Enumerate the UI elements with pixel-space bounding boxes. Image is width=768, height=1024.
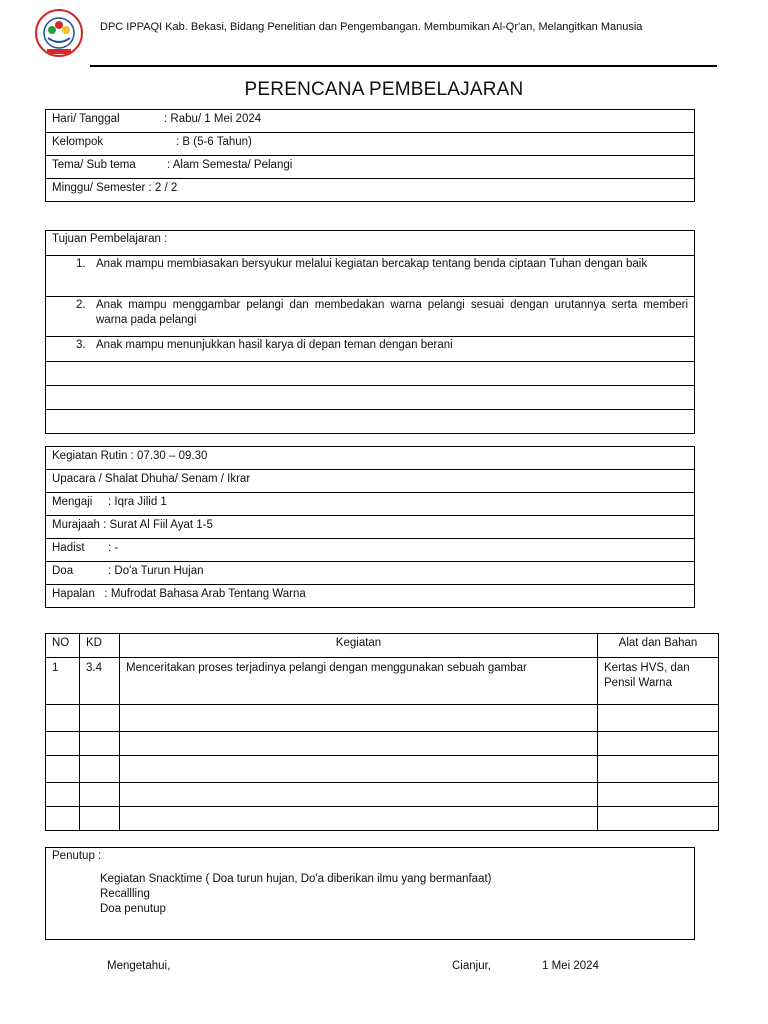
tujuan-empty-row — [46, 386, 695, 410]
ippaqi-logo-icon — [30, 8, 88, 58]
tujuan-empty-row — [46, 410, 695, 434]
tema-value: : Alam Semesta/ Pelangi — [167, 159, 293, 171]
info-row-minggu — [46, 179, 695, 202]
info-row-hari — [46, 110, 695, 133]
header-kd: KD — [80, 634, 120, 658]
footer-date: 1 Mei 2024 — [542, 960, 599, 972]
kegiatan-header-row — [46, 634, 719, 658]
tujuan-item-text: Anak mampu menunjukkan hasil karya di depan teman dengan berani — [96, 339, 453, 351]
page-title: PERENCANA PEMBELAJARAN — [244, 79, 524, 100]
rutin-row — [46, 585, 695, 608]
rutin-table — [45, 446, 695, 608]
list-item: Kegiatan Snacktime ( Doa turun hujan, Do'a diberikan ilmu yang bermanfaat) — [100, 873, 492, 885]
doa-value: : Do'a Turun Hujan — [108, 565, 204, 577]
info-row-kelompok — [46, 133, 695, 156]
tujuan-item — [46, 337, 695, 362]
tujuan-item-number: 2. — [76, 299, 86, 311]
tujuan-item-number: 1. — [76, 258, 86, 270]
cell-alat: Kertas HVS, dan Pensil Warna — [598, 658, 719, 705]
rutin-row — [46, 470, 695, 493]
mengaji-value: : Iqra Jilid 1 — [108, 496, 167, 508]
cell-kd: 3.4 — [80, 658, 120, 705]
tujuan-table — [45, 230, 695, 434]
header-divider — [90, 65, 717, 67]
header-no: NO — [46, 634, 80, 658]
footer-place: Cianjur, — [452, 960, 491, 972]
rutin-upacara: Upacara / Shalat Dhuha/ Senam / Ikrar — [46, 470, 695, 493]
table-row — [46, 732, 719, 756]
hadist-value: : - — [108, 542, 119, 554]
kelompok-value: : B (5-6 Tahun) — [176, 136, 252, 148]
table-row — [46, 807, 719, 831]
hadist-label: Hadist — [52, 542, 85, 554]
kelompok-label: Kelompok — [52, 136, 104, 148]
list-item: Recallling — [100, 888, 150, 900]
rutin-murajaah: Murajaah : Surat Al Fiil Ayat 1-5 — [46, 516, 695, 539]
cell-no: 1 — [46, 658, 80, 705]
tema-label: Tema/ Sub tema — [52, 159, 136, 171]
footer-mengetahui: Mengetahui, — [107, 960, 171, 972]
rutin-hapalan: Hapalan : Mufrodat Bahasa Arab Tentang Warna — [46, 585, 695, 608]
info-table — [45, 109, 695, 202]
tujuan-item-number: 3. — [76, 339, 86, 351]
table-row — [46, 705, 719, 732]
table-row — [46, 756, 719, 783]
rutin-row — [46, 562, 695, 585]
rutin-heading: Kegiatan Rutin : 07.30 – 09.30 — [46, 447, 695, 470]
tujuan-heading-row — [46, 231, 695, 256]
info-row-tema — [46, 156, 695, 179]
rutin-heading-row — [46, 447, 695, 470]
penutup-heading: Penutup : — [52, 850, 102, 862]
header-text: DPC IPPAQI Kab. Bekasi, Bidang Penelitian dan Pengembangan. Membumikan Al-Qr'an, Melangitkan Manusia — [100, 21, 643, 33]
rutin-row — [46, 493, 695, 516]
rutin-row — [46, 516, 695, 539]
table-row — [46, 658, 719, 705]
hari-value: : Rabu/ 1 Mei 2024 — [164, 113, 262, 125]
hari-label: Hari/ Tanggal — [52, 113, 120, 125]
tujuan-item — [46, 256, 695, 297]
penutup-table — [45, 847, 695, 940]
tujuan-item-text: Anak mampu membiasakan bersyukur melalui kegiatan bercakap tentang benda ciptaan Tuhan dengan baik — [96, 258, 648, 270]
tujuan-heading: Tujuan Pembelajaran : — [46, 231, 695, 256]
kegiatan-table — [45, 633, 719, 831]
tujuan-item — [46, 297, 695, 337]
doa-label: Doa — [52, 565, 74, 577]
mengaji-label: Mengaji — [52, 496, 93, 508]
header-alat: Alat dan Bahan — [598, 634, 719, 658]
tujuan-item-text: Anak mampu menggambar pelangi dan membedakan warna pelangi sesuai dengan urutannya serta memberi warna pada pelangi — [96, 299, 688, 326]
header-kegiatan: Kegiatan — [120, 634, 598, 658]
rutin-row — [46, 539, 695, 562]
minggu-text: Minggu/ Semester : 2 / 2 — [46, 179, 695, 202]
list-item: Doa penutup — [100, 903, 166, 915]
table-row — [46, 783, 719, 807]
tujuan-empty-row — [46, 362, 695, 386]
cell-kegiatan: Menceritakan proses terjadinya pelangi dengan menggunakan sebuah gambar — [120, 658, 598, 705]
